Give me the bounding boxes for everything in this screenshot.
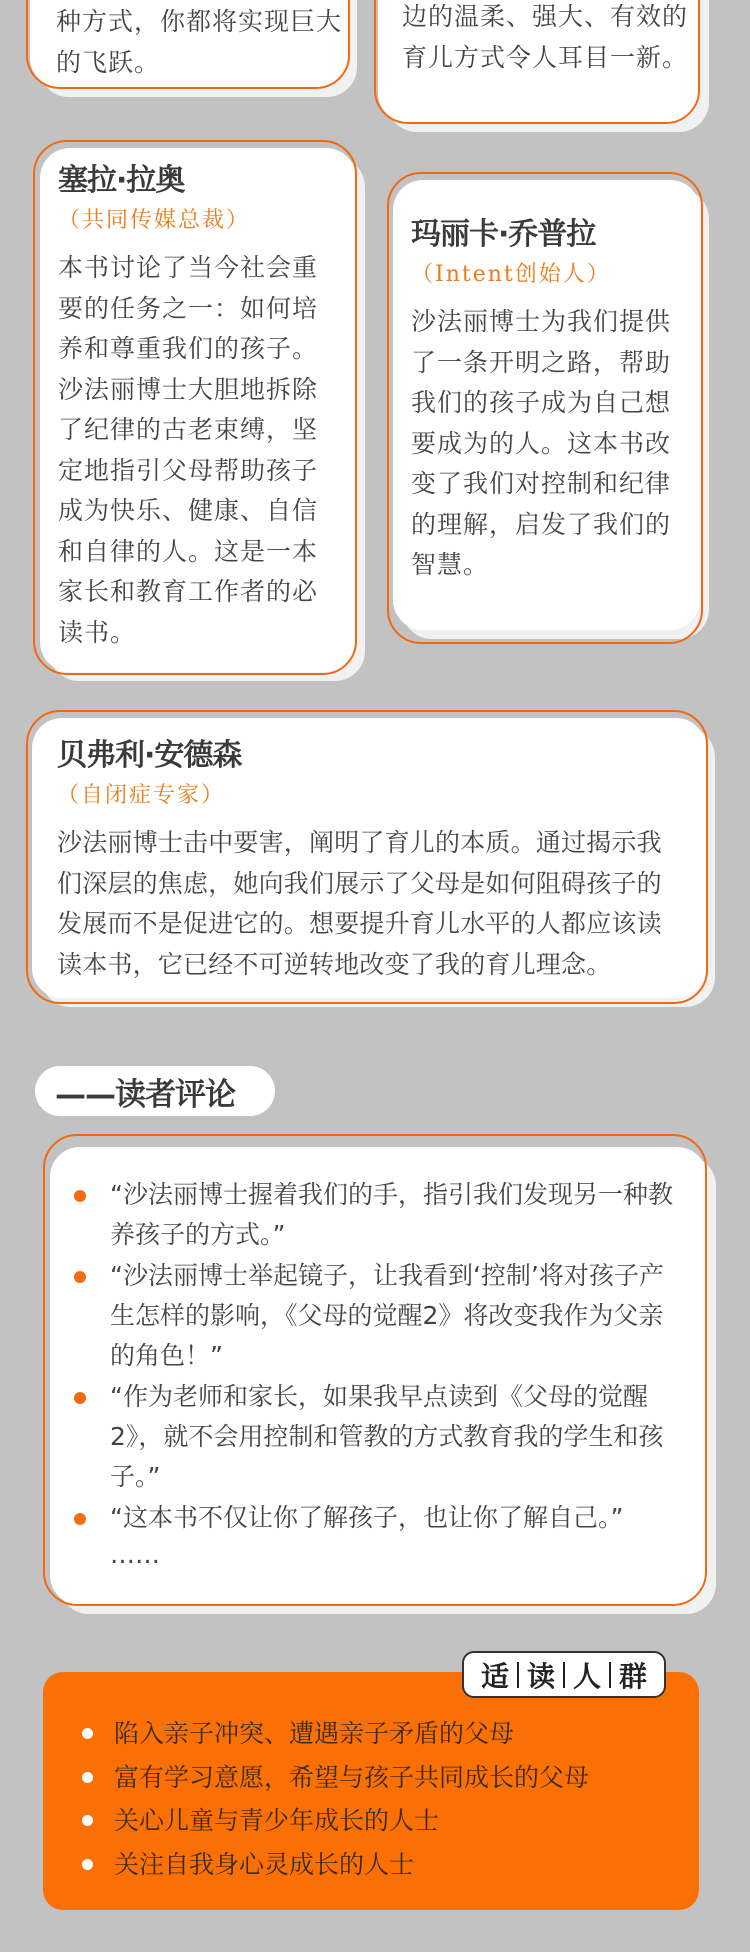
top-left-card-text: 种方式，你都将实现巨大的飞跃。 bbox=[56, 7, 343, 77]
bullet-dot-icon bbox=[74, 1513, 86, 1525]
tag-separator bbox=[563, 1662, 565, 1688]
bullet-dot-icon bbox=[74, 1190, 86, 1202]
review-list bbox=[58, 1175, 683, 1538]
review-item: “沙法丽博士举起镜子，让我看到‘控制’将对孩子产生怎样的影响，《父母的觉醒2》将改变我作为父亲的角色！” bbox=[58, 1256, 683, 1376]
endorsement-text: 沙法丽博士击中要害，阐明了育儿的本质。通过揭示我们深层的焦虑，她向我们展示了父母是如何阻碍孩子的发展而不是促进它的。想要提升育儿水平的人都应该读读本书，它已经不可逆转地改变了我的育儿理念。 bbox=[57, 828, 662, 979]
endorsement-text: 沙法丽博士为我们提供了一条开明之路，帮助我们的孩子成为自己想要成为的人。这本书改变了我们对控制和纪律的理解，启发了我们的智慧。 bbox=[411, 307, 672, 579]
endorsement-card-chopra bbox=[393, 180, 700, 630]
bullet-dot-icon bbox=[82, 1772, 93, 1783]
top-left-card bbox=[30, 0, 348, 88]
tag-separator bbox=[517, 1662, 519, 1688]
endorsement-card-anderson bbox=[32, 718, 706, 998]
audience-item: 陷入亲子冲突、遭遇亲子矛盾的父母 bbox=[80, 1712, 589, 1756]
audience-tag: 适 读 人 群 bbox=[462, 1651, 666, 1698]
review-item: “这本书不仅让你了解孩子，也让你了解自己。” bbox=[58, 1498, 683, 1538]
bullet-dot-icon bbox=[82, 1859, 93, 1870]
endorser-role: （自闭症专家） bbox=[57, 783, 226, 808]
bullet-dot-icon bbox=[82, 1815, 93, 1826]
review-item: “作为老师和家长，如果我早点读到《父母的觉醒2》，就不会用控制和管教的方式教育我的学生和孩子。” bbox=[58, 1377, 683, 1497]
reviews-ellipsis: …… bbox=[110, 1540, 160, 1569]
endorser-name: 塞拉·拉奥 bbox=[58, 163, 185, 198]
bullet-dot-icon bbox=[82, 1728, 93, 1739]
tag-separator bbox=[609, 1662, 611, 1688]
audience-item: 关注自我身心灵成长的人士 bbox=[80, 1843, 589, 1887]
endorsement-card-rao bbox=[40, 148, 356, 672]
reader-reviews-card bbox=[50, 1147, 707, 1605]
audience-list bbox=[80, 1712, 589, 1886]
endorser-role: （共同传媒总裁） bbox=[58, 208, 251, 233]
endorsement-text: 本书讨论了当今社会重要的任务之一：如何培养和尊重我们的孩子。沙法丽博士大胆地拆除了纪律的古老束缚，坚定地指引父母帮助孩子成为快乐、健康、自信和自律的人。这是一本家长和教育工作者的必读书。 bbox=[58, 253, 319, 647]
audience-item: 关心儿童与青少年成长的人士 bbox=[80, 1799, 589, 1843]
bullet-dot-icon bbox=[74, 1271, 86, 1283]
endorser-name: 玛丽卡·乔普拉 bbox=[411, 217, 596, 252]
reader-section-title: ——读者评论 bbox=[35, 1066, 275, 1116]
endorser-name: 贝弗利·安德森 bbox=[57, 738, 242, 773]
top-right-card bbox=[378, 0, 700, 123]
audience-item: 富有学习意愿，希望与孩子共同成长的父母 bbox=[80, 1756, 589, 1800]
top-right-card-text: 边的温柔、强大、有效的育儿方式令人耳目一新。 bbox=[402, 2, 689, 72]
bullet-dot-icon bbox=[74, 1392, 86, 1404]
review-item: “沙法丽博士握着我们的手，指引我们发现另一种教养孩子的方式。” bbox=[58, 1175, 683, 1255]
endorser-role: （Intent创始人） bbox=[411, 262, 611, 287]
